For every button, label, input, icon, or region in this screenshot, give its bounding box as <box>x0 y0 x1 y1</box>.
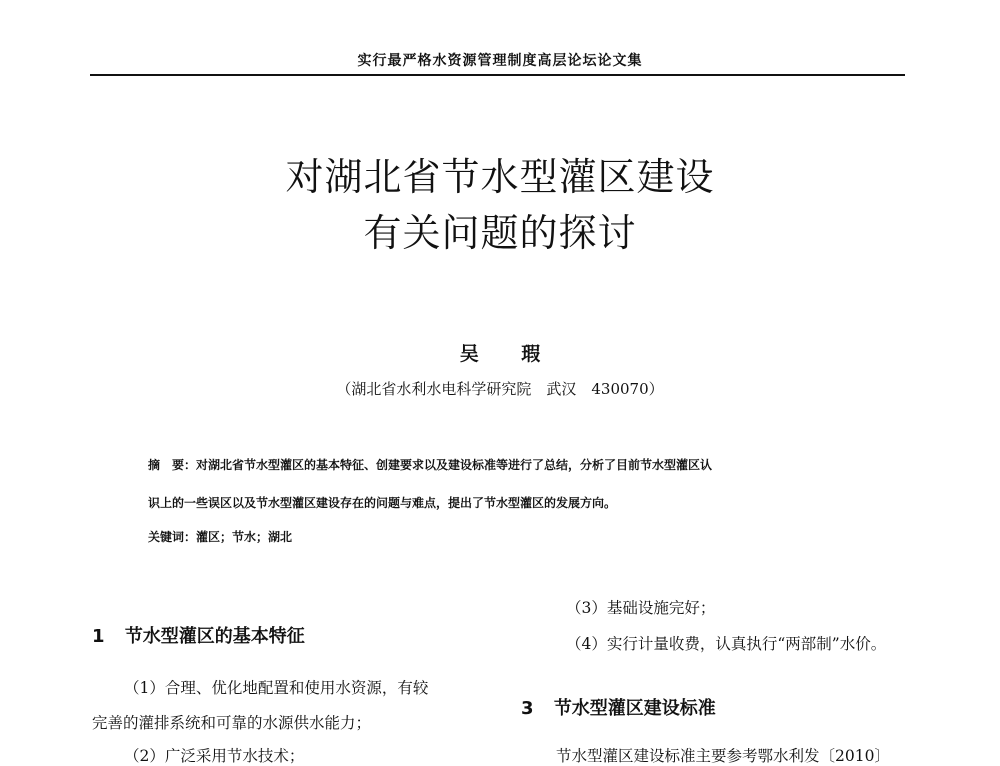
left-item-1-line-1: （1）合理、优化地配置和使用水资源，有较 <box>124 679 429 697</box>
left-item-1-line-2: 完善的灌排系统和可靠的水源供水能力； <box>92 714 372 732</box>
section-1-title: 节水型灌区的基本特征 <box>124 626 305 647</box>
running-header: 实行最严格水资源管理制度高层论坛论文集 <box>357 53 643 69</box>
abstract-line-2: 识上的一些误区以及节水型灌区建设存在的问题与难点，提出了节水型灌区的发展方向。 <box>148 496 617 510</box>
section-1-number: 1 <box>92 626 105 647</box>
header-rule <box>90 74 905 76</box>
abstract-line-1 <box>148 456 868 473</box>
keywords-label: 关键词： <box>148 530 197 544</box>
paper-title-line-1: 对湖北省节水型灌区建设 <box>285 155 715 199</box>
section-1-heading <box>92 622 305 648</box>
abstract-label: 摘 要： <box>148 458 197 472</box>
keywords-text: 灌区；节水；湖北 <box>196 530 293 544</box>
paper-title-line-2: 有关问题的探讨 <box>363 211 637 255</box>
right-item-3: （3）基础设施完好； <box>566 599 716 617</box>
left-item-2: （2）广泛采用节水技术； <box>124 747 305 765</box>
author-affiliation: （湖北省水利水电科学研究院 武汉 430070） <box>336 380 664 398</box>
section-3-title: 节水型灌区建设标准 <box>553 698 716 719</box>
section-3-number: 3 <box>521 698 534 719</box>
section-3-paragraph-line-1: 节水型灌区建设标准主要参考鄂水利发〔2010〕 <box>556 747 890 765</box>
author-name: 吴 瑕 <box>459 343 559 365</box>
abstract-text-1: 对湖北省节水型灌区的基本特征、创建要求以及建设标准等进行了总结，分析了目前节水型灌区认 <box>196 458 713 472</box>
keywords-line <box>148 528 868 545</box>
section-3-heading <box>521 694 716 720</box>
right-item-4: （4）实行计量收费，认真执行“两部制”水价。 <box>566 635 887 653</box>
